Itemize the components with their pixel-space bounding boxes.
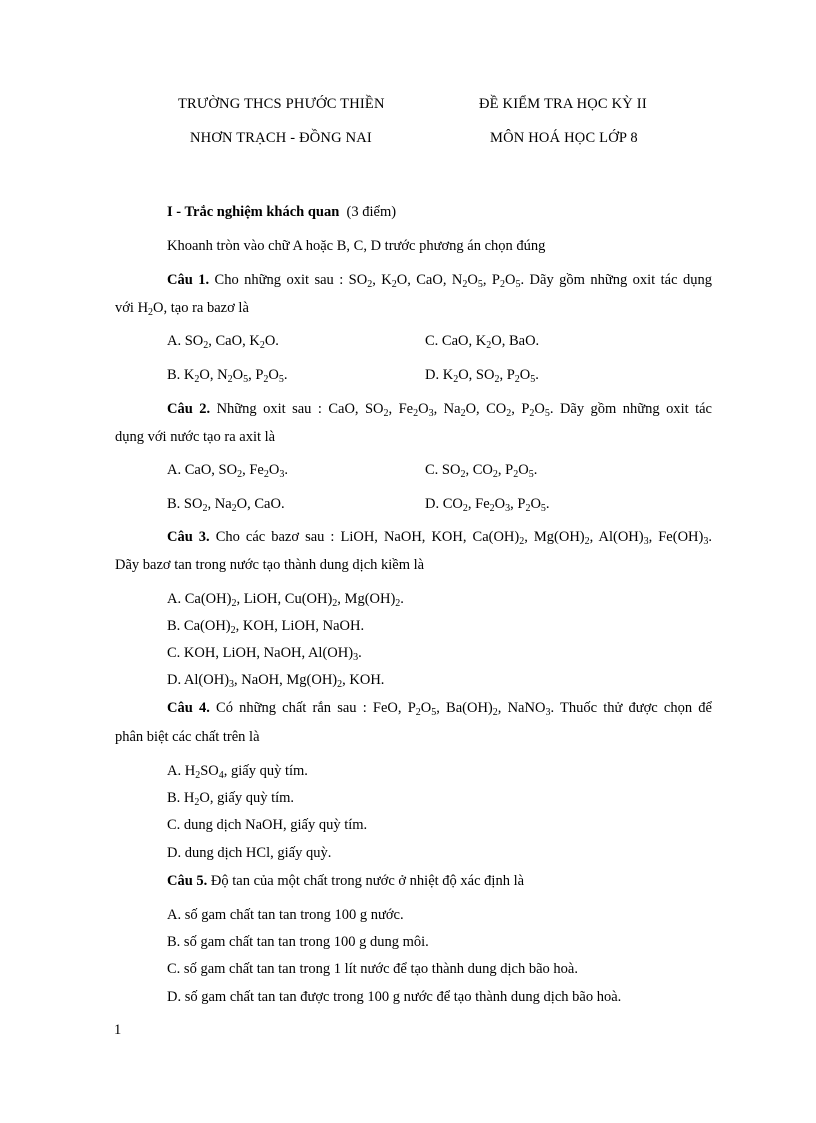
- question-1-option-a[interactable]: A. $SO_2$, CaO, $K_2O$.: [167, 333, 279, 351]
- question-3-option-b[interactable]: B. $Ca(OH)_2$, KOH, LiOH, NaOH.: [167, 618, 365, 636]
- question-5-option-a[interactable]: A. số gam chất tan tan trong 100 g nước.: [167, 907, 404, 923]
- question-2-option-a[interactable]: A. CaO, $SO_2$, $Fe_2O_3$.: [167, 462, 288, 480]
- question-1-line-2: với $H_2O$, tạo ra bazơ là: [115, 300, 249, 318]
- question-2-line-2: dụng với nước tạo ra axit là: [115, 429, 276, 445]
- subject-title: MÔN HOÁ HỌC LỚP 8: [490, 130, 638, 146]
- question-4-option-b[interactable]: B. $H_2O$, giấy quỳ tím.: [167, 790, 295, 808]
- question-1-option-c[interactable]: C. CaO, $K_2O$, BaO.: [425, 333, 540, 351]
- section-heading: [167, 204, 712, 221]
- question-4-option-a[interactable]: A. $H_2SO_4$, giấy quỳ tím.: [167, 763, 308, 781]
- question-2-option-d[interactable]: D. $CO_2$, $Fe_2O_3$, $P_2O_5$.: [425, 496, 550, 514]
- question-3-line-1: Câu 3. Cho các bazơ sau : LiOH, NaOH, KOH, $Ca(OH)_2$, $Mg(OH)_2$, $Al(OH)_3$, $Fe(OH)_3$.: [167, 529, 712, 547]
- question-5-option-b[interactable]: B. số gam chất tan tan trong 100 g dung môi.: [167, 934, 429, 950]
- question-3-option-c[interactable]: C. KOH, LiOH, NaOH, $Al(OH)_3$.: [167, 645, 362, 663]
- question-2-option-b[interactable]: B. $SO_2$, $Na_2O$, CaO.: [167, 496, 285, 514]
- section-points: (3 điểm): [346, 204, 397, 220]
- question-2-option-c[interactable]: C. $SO_2$, $CO_2$, $P_2O_5$.: [425, 462, 538, 480]
- question-5-option-d[interactable]: D. số gam chất tan tan được trong 100 g nước để tạo thành dung dịch bão hoà.: [167, 989, 622, 1005]
- section-instruction: Khoanh tròn vào chữ A hoặc B, C, D trước phương án chọn đúng: [167, 238, 546, 254]
- question-4-line-2: phân biệt các chất trên là: [115, 729, 260, 745]
- question-4-line-1: Câu 4. Có những chất rắn sau : FeO, $P_2O_5$, $Ba(OH)_2$, NaNO$_3$. Thuốc thử được chọn để: [167, 700, 712, 718]
- question-1-line-1: Câu 1. Cho những oxit sau : $SO_2$, $K_2O$, CaO, $N_2O_5$, $P_2O_5$. Dãy gồm những oxit tác dụng: [167, 272, 712, 290]
- section-title: I - Trắc nghiệm khách quan: [167, 204, 340, 220]
- question-1-option-d[interactable]: D. $K_2O$, $SO_2$, $P_2O_5$.: [425, 367, 539, 385]
- question-5-option-c[interactable]: C. số gam chất tan tan trong 1 lít nước để tạo thành dung dịch bão hoà.: [167, 961, 578, 977]
- question-3-option-d[interactable]: D. $Al(OH)_3$, NaOH, $Mg(OH)_2$, KOH.: [167, 672, 385, 690]
- exam-title: ĐỀ KIỂM TRA HỌC KỲ II: [479, 96, 647, 112]
- question-5-line-1: Câu 5. Độ tan của một chất trong nước ở nhiệt độ xác định là: [167, 873, 525, 889]
- question-2-line-1: Câu 2. Những oxit sau : CaO, $SO_2$, $Fe_2O_3$, $Na_2O$, $CO_2$, $P_2O_5$. Dãy gồm những oxit tác: [167, 401, 712, 419]
- question-3-option-a[interactable]: A. $Ca(OH)_2$, LiOH, $Cu(OH)_2$, $Mg(OH)_2$.: [167, 591, 404, 609]
- question-3-line-2: Dãy bazơ tan trong nước tạo thành dung dịch kiềm là: [115, 557, 425, 573]
- page-number: 1: [114, 1022, 122, 1038]
- question-4-option-d[interactable]: D. dung dịch HCl, giấy quỳ.: [167, 845, 332, 861]
- question-4-option-c[interactable]: C. dung dịch NaOH, giấy quỳ tím.: [167, 817, 368, 833]
- question-1-option-b[interactable]: B. $K_2O$, $N_2O_5$, $P_2O_5$.: [167, 367, 288, 385]
- school-name: TRƯỜNG THCS PHƯỚC THIỀN: [178, 96, 385, 112]
- district-name: NHƠN TRẠCH - ĐỒNG NAI: [190, 130, 372, 146]
